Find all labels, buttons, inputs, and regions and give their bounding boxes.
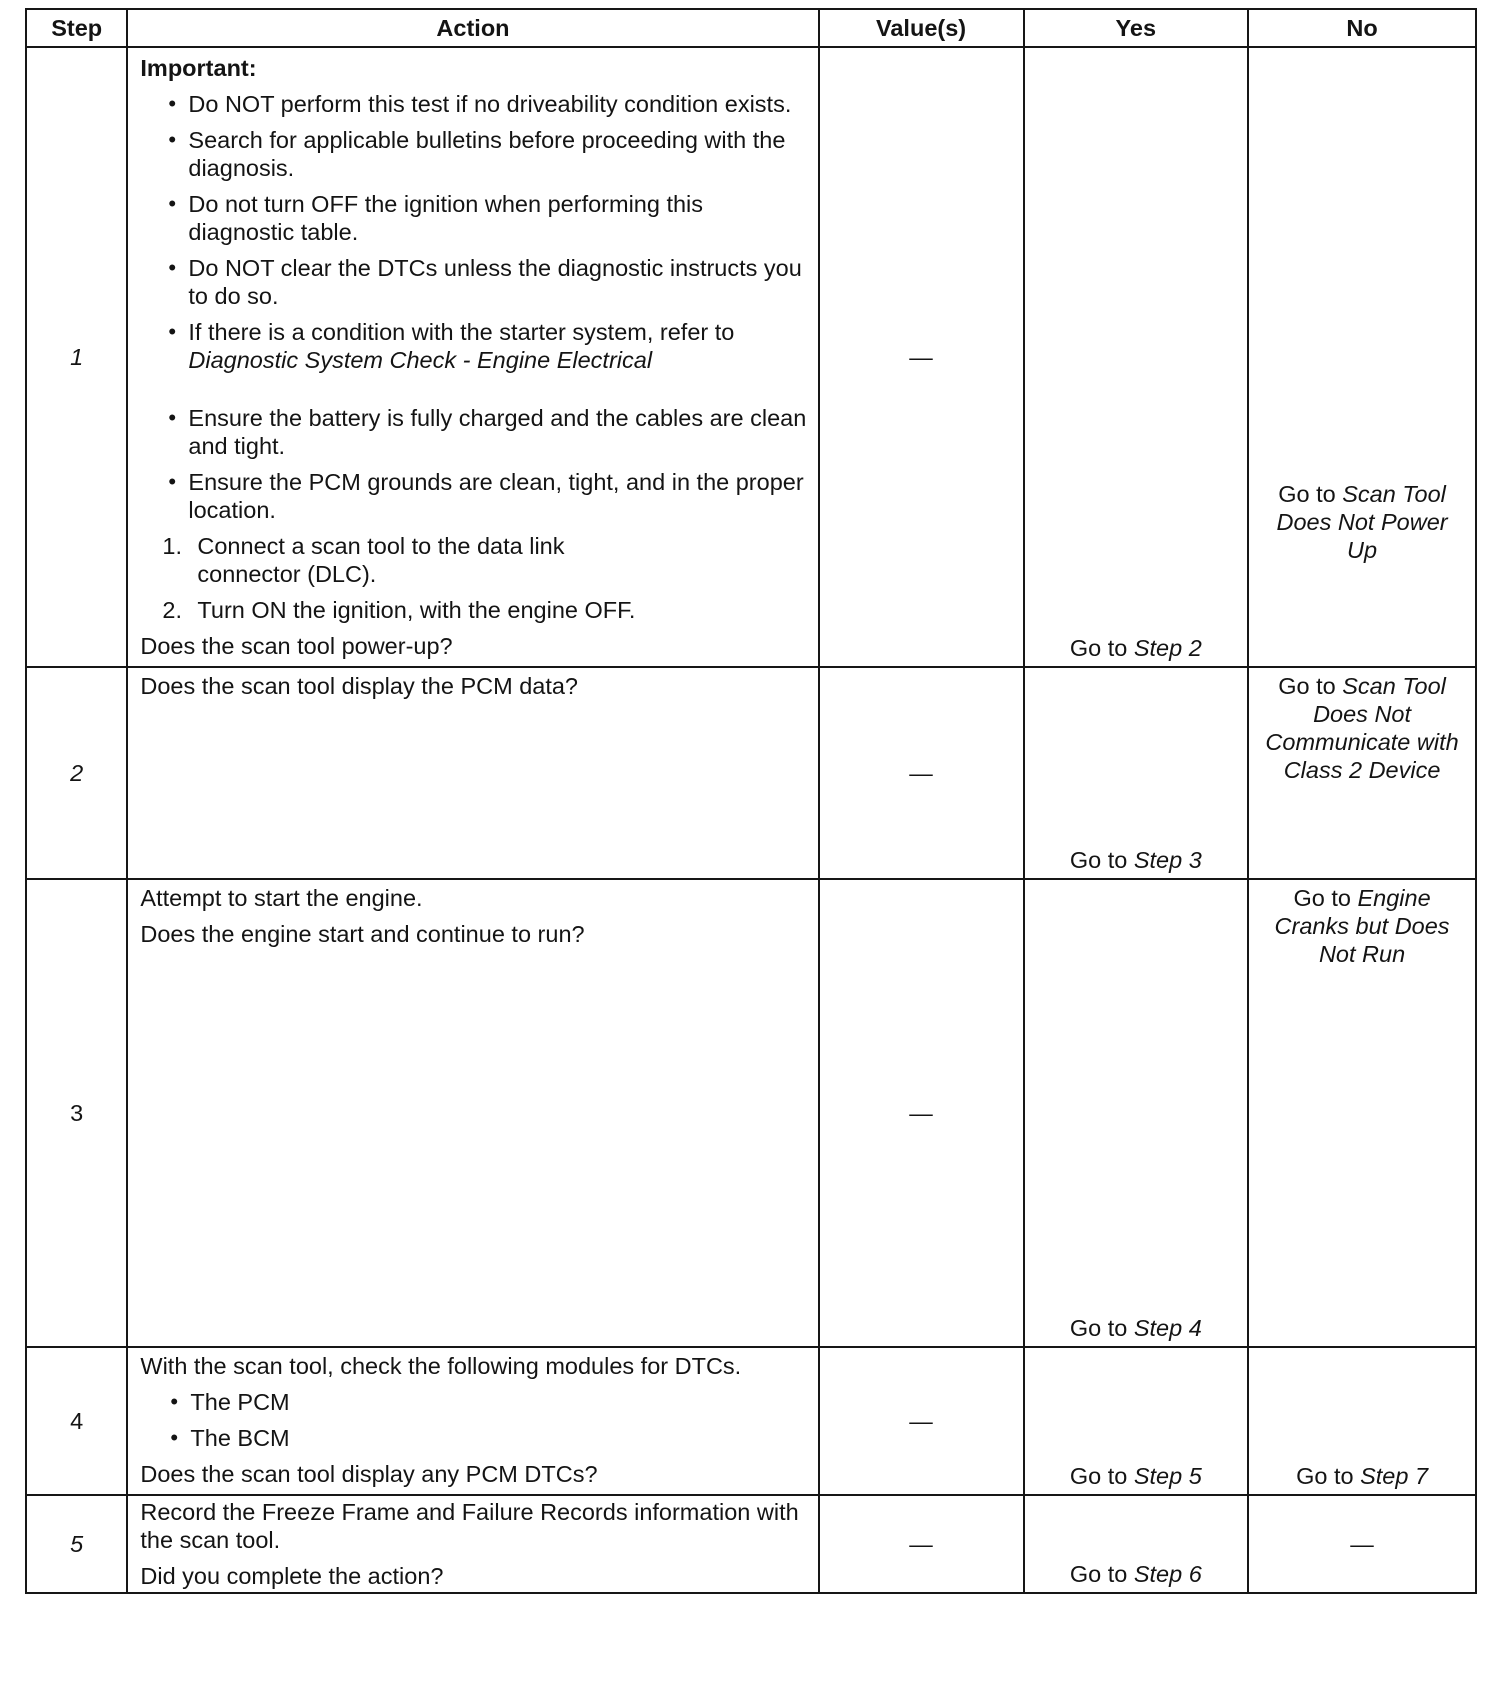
instruction: With the scan tool, check the following modules for DTCs. [140, 1353, 742, 1379]
no-goto[interactable]: Go to Scan Tool Does Not Communicate with Class 2 Device [1265, 673, 1459, 783]
diagnostic-table [25, 8, 1477, 1594]
module-bullets [140, 1388, 807, 1452]
list-item: • The PCM [170, 1389, 290, 1415]
table-row [26, 879, 1476, 1347]
step-number: 4 [26, 1347, 127, 1495]
action-cell [127, 1495, 818, 1593]
header-no: No [1248, 9, 1476, 47]
instruction: Record the Freeze Frame and Failure Records information with the scan tool. [140, 1499, 799, 1553]
header-row [26, 9, 1476, 47]
header-yes: Yes [1024, 9, 1249, 47]
list-item: • Do NOT perform this test if no driveability condition exists. [168, 91, 792, 117]
question: Does the engine start and continue to run? [140, 921, 585, 947]
yes-cell [1024, 1495, 1249, 1593]
step-number: 5 [26, 1495, 127, 1593]
list-item: • The BCM [170, 1425, 290, 1451]
table-row [26, 1347, 1476, 1495]
reference-link[interactable]: Diagnostic System Check - Engine Electrical [188, 347, 653, 373]
question: Does the scan tool display any PCM DTCs? [140, 1461, 598, 1487]
ensure-bullets [140, 404, 807, 524]
header-step: Step [26, 9, 127, 47]
value-cell: — [819, 879, 1024, 1347]
yes-goto[interactable]: Go to Step 2 [1069, 635, 1202, 661]
yes-cell [1024, 879, 1249, 1347]
list-item: • Ensure the battery is fully charged and the cables are clean and tight. [168, 405, 807, 459]
step-number: 1 [26, 47, 127, 667]
step-number: 2 [26, 667, 127, 879]
table-row [26, 667, 1476, 879]
list-item: • Do not turn OFF the ignition when performing this diagnostic table. [168, 191, 704, 245]
no-cell [1248, 1347, 1476, 1495]
instruction: Attempt to start the engine. [140, 885, 423, 911]
value-cell: — [819, 47, 1024, 667]
no-cell [1248, 879, 1476, 1347]
yes-cell [1024, 47, 1249, 667]
value-cell: — [819, 1347, 1024, 1495]
no-goto[interactable]: Go to Scan Tool Does Not Power Up [1276, 481, 1448, 563]
no-cell [1248, 667, 1476, 879]
list-item: • If there is a condition with the starter system, refer to Diagnostic System Check - Engine Electrical [168, 319, 735, 373]
important-bullets [140, 90, 807, 374]
yes-goto[interactable]: Go to Step 6 [1069, 1561, 1202, 1587]
no-goto[interactable]: Go to Engine Cranks but Does Not Run [1274, 885, 1450, 967]
no-cell: — [1248, 1495, 1476, 1593]
important-label: Important: [140, 55, 257, 81]
yes-cell [1024, 1347, 1249, 1495]
no-goto[interactable]: Go to Step 7 [1296, 1463, 1429, 1489]
action-cell [127, 47, 818, 667]
list-item: • Do NOT clear the DTCs unless the diagnostic instructs you to do so. [168, 255, 802, 309]
yes-goto[interactable]: Go to Step 5 [1069, 1463, 1202, 1489]
table-row [26, 1495, 1476, 1593]
list-item: • Search for applicable bulletins before proceeding with the diagnosis. [168, 127, 786, 181]
action-cell [127, 667, 818, 879]
value-cell: — [819, 1495, 1024, 1593]
list-item: 2. Turn ON the ignition, with the engine OFF. [162, 597, 636, 623]
list-item: • Ensure the PCM grounds are clean, tight, and in the proper location. [168, 469, 804, 523]
table-row [26, 47, 1476, 667]
action-cell [127, 879, 818, 1347]
yes-goto[interactable]: Go to Step 3 [1069, 847, 1202, 873]
header-action: Action [127, 9, 818, 47]
action-cell [127, 1347, 818, 1495]
yes-goto[interactable]: Go to Step 4 [1069, 1315, 1202, 1341]
question: Does the scan tool display the PCM data? [140, 673, 578, 699]
no-cell [1248, 47, 1476, 667]
header-values: Value(s) [819, 9, 1024, 47]
list-item: 1. Connect a scan tool to the data link connector (DLC). [162, 533, 565, 587]
question: Did you complete the action? [140, 1563, 444, 1589]
value-cell: — [819, 667, 1024, 879]
question: Does the scan tool power-up? [140, 633, 453, 659]
numbered-steps [140, 532, 807, 624]
step-number: 3 [26, 879, 127, 1347]
yes-cell [1024, 667, 1249, 879]
